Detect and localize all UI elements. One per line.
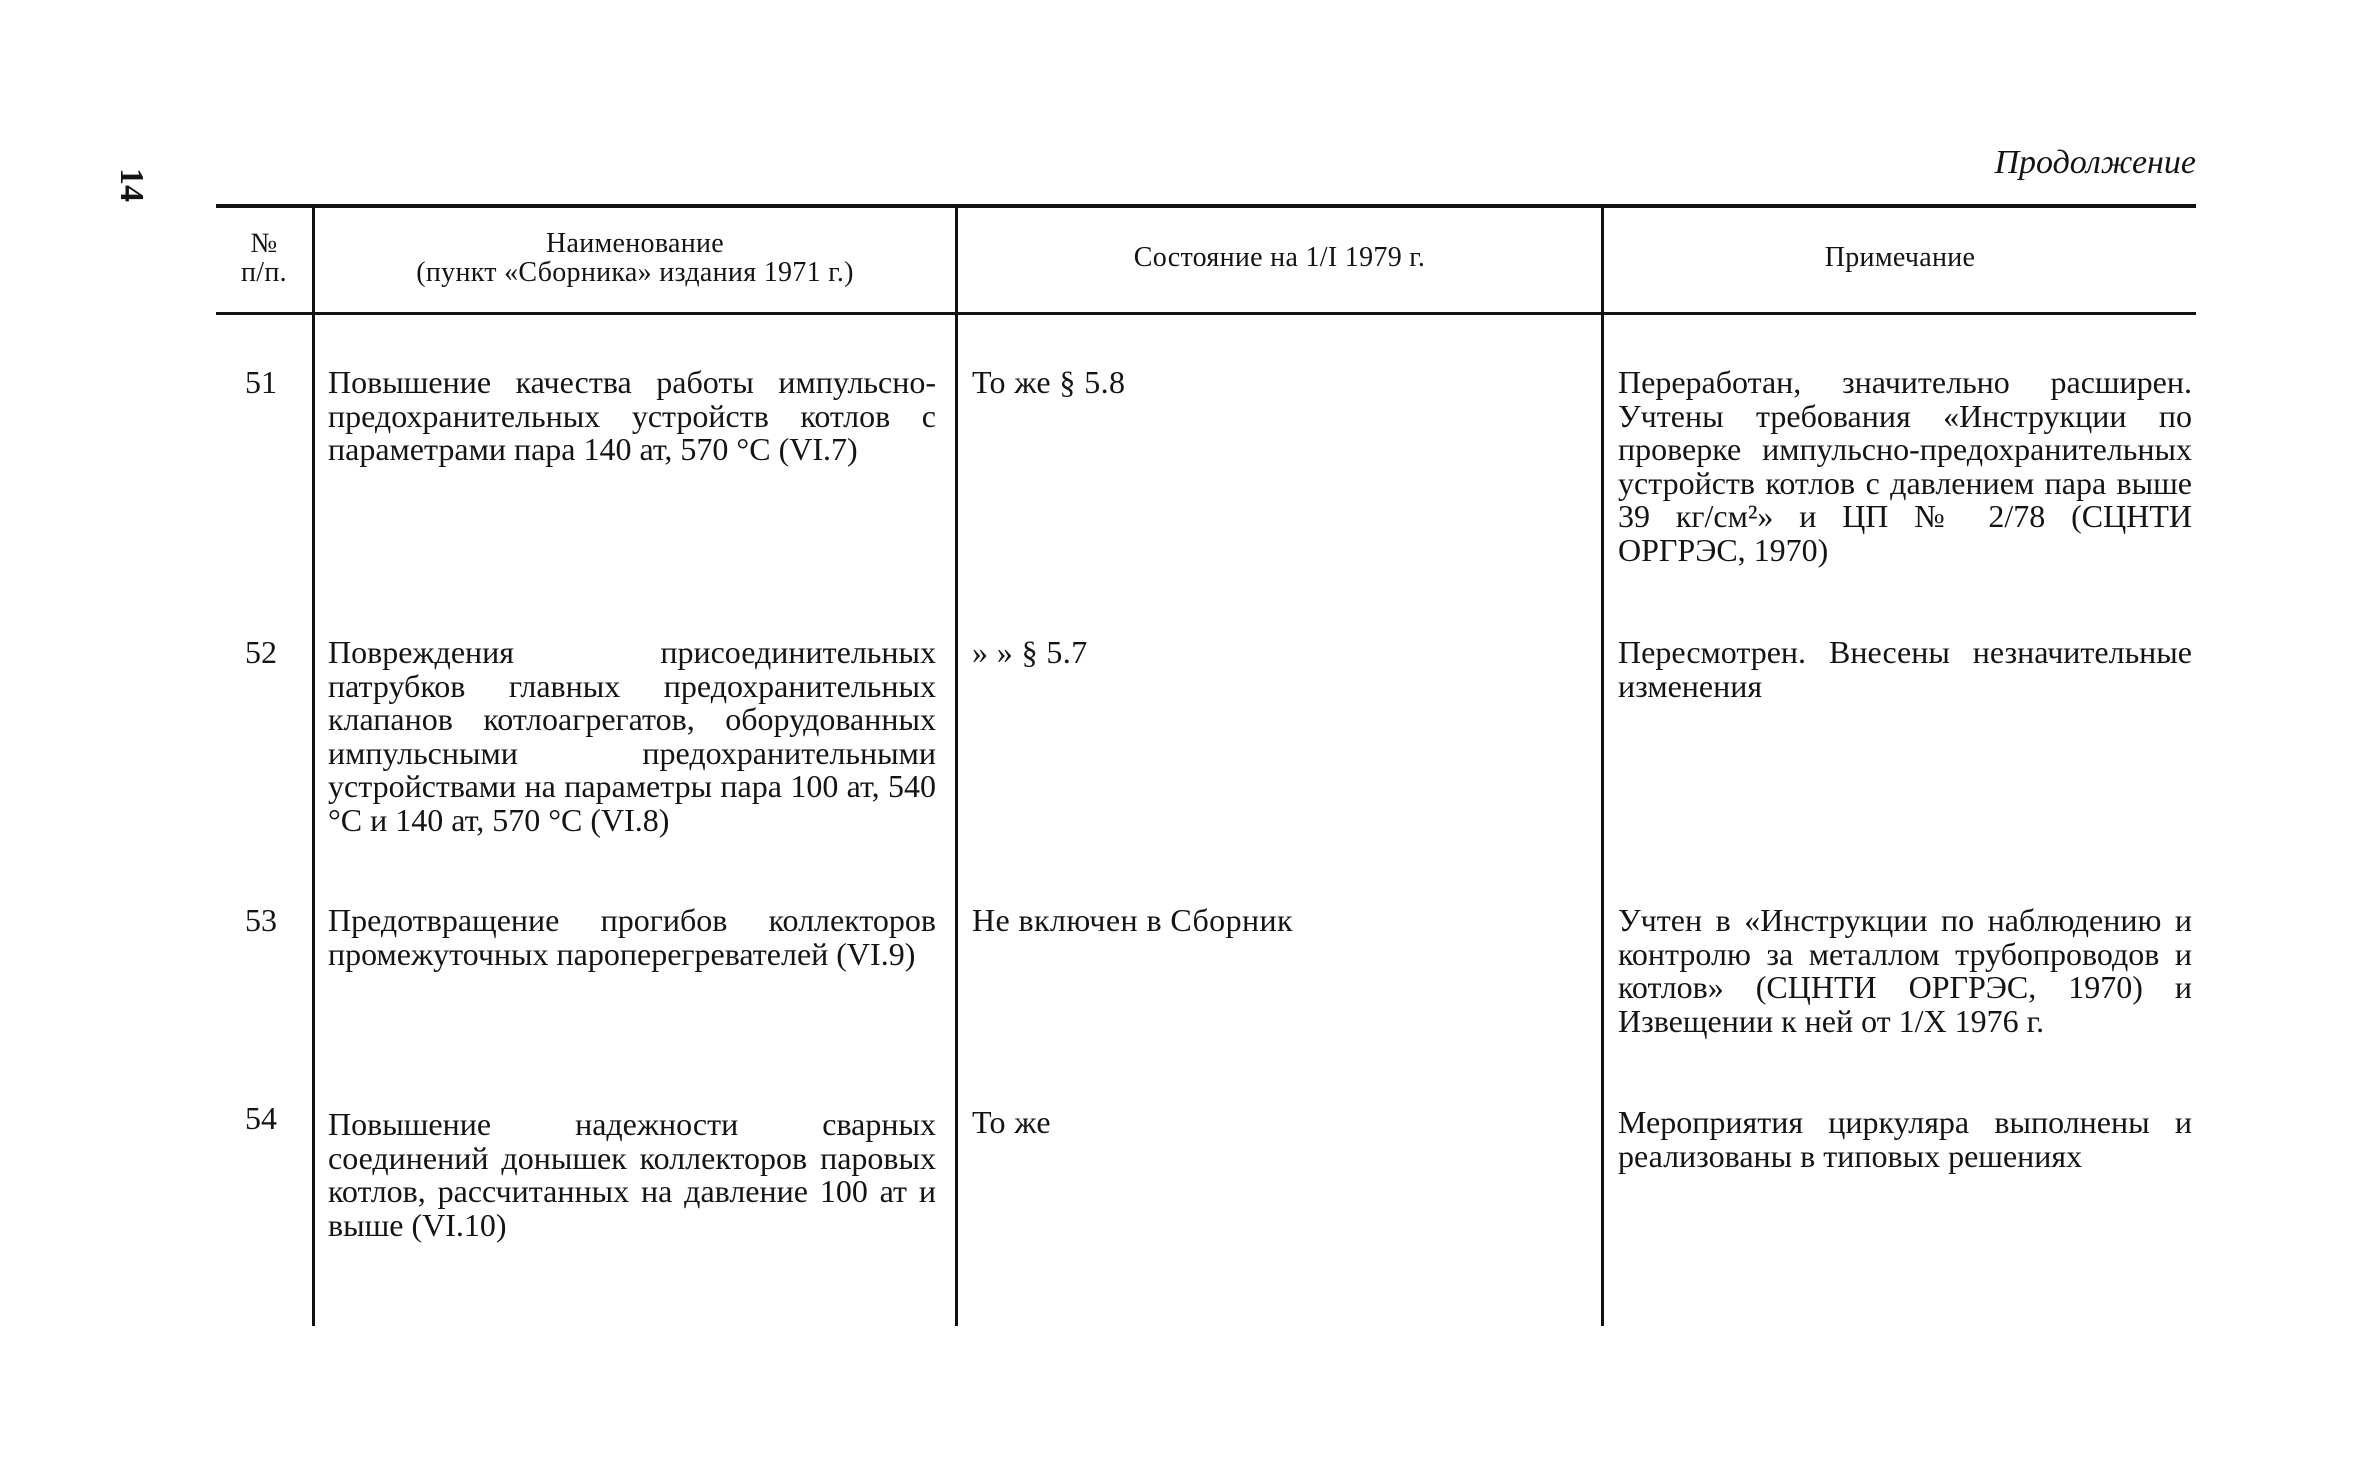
column-divider <box>312 206 315 1326</box>
header-number-line2: п/п. <box>241 257 287 288</box>
header-name <box>315 204 955 312</box>
header-bottom-rule <box>216 312 2196 315</box>
row-52-name: Повреждения присоединительных патрубков главных предохранительных клапанов котлоагрегатов, оборудованных импульсными предохранительными устройствами на параметры пара 100 ат, 540 °C и 140 ат, 570 °C (VI.8) <box>328 634 936 838</box>
row-52-number: 52 <box>245 634 277 670</box>
page-number: 14 <box>113 168 150 202</box>
row-51-number: 51 <box>245 364 277 400</box>
header-number-line1: № <box>250 227 278 259</box>
row-51-note: Переработан, значительно расширен. Учтены требования «Инструкции по проверке импульсно-предохранительных устройств котлов с давлением пара выше 39 кг/см²» и ЦП № 2/78 (СЦНТИ ОРГРЭС, 1970) <box>1618 364 2192 568</box>
row-54-note: Мероприятия циркуляра выполнены и реализованы в типовых решениях <box>1618 1104 2192 1174</box>
row-52-note: Пересмотрен. Внесены незначительные изменения <box>1618 634 2192 704</box>
row-53-state: Не включен в Сборник <box>972 902 1293 938</box>
row-54-name: Повышение надежности сварных соединений донышек коллекторов паровых котлов, рассчитанных на давление 100 ат и выше (VI.10) <box>328 1106 936 1243</box>
header-state <box>958 204 1601 312</box>
row-52-state: » » § 5.7 <box>972 634 1088 670</box>
status-table <box>216 204 2196 1326</box>
header-number <box>216 204 312 312</box>
row-53-number: 53 <box>245 902 277 938</box>
row-53-note: Учтен в «Инструкции по наблюдению и контролю за металлом трубопроводов и котлов» (СЦНТИ ОРГРЭС, 1970) и Извещении к ней от 1/X 1976 г. <box>1618 902 2192 1039</box>
header-note-label: Примечание <box>1824 242 1976 274</box>
row-54-number: 54 <box>245 1100 277 1136</box>
row-51-name: Повышение качества работы импульсно-предохранительных устройств котлов с параметрами пара 140 ат, 570 °C (VI.7) <box>328 364 936 468</box>
header-note <box>1604 204 2196 312</box>
header-state-label: Состояние на 1/I 1979 г. <box>1133 242 1426 274</box>
row-54-state: То же <box>972 1104 1052 1140</box>
row-51-state: То же § 5.8 <box>972 364 1126 400</box>
continuation-label: Продолжение <box>1994 144 2196 181</box>
column-divider <box>1601 206 1604 1326</box>
header-name-line2: (пункт «Сборника» издания 1971 г.) <box>416 257 854 288</box>
column-divider <box>955 206 958 1326</box>
row-53-name: Предотвращение прогибов коллекторов промежуточных пароперегревателей (VI.9) <box>328 902 936 972</box>
header-name-line1: Наименование <box>545 227 725 259</box>
